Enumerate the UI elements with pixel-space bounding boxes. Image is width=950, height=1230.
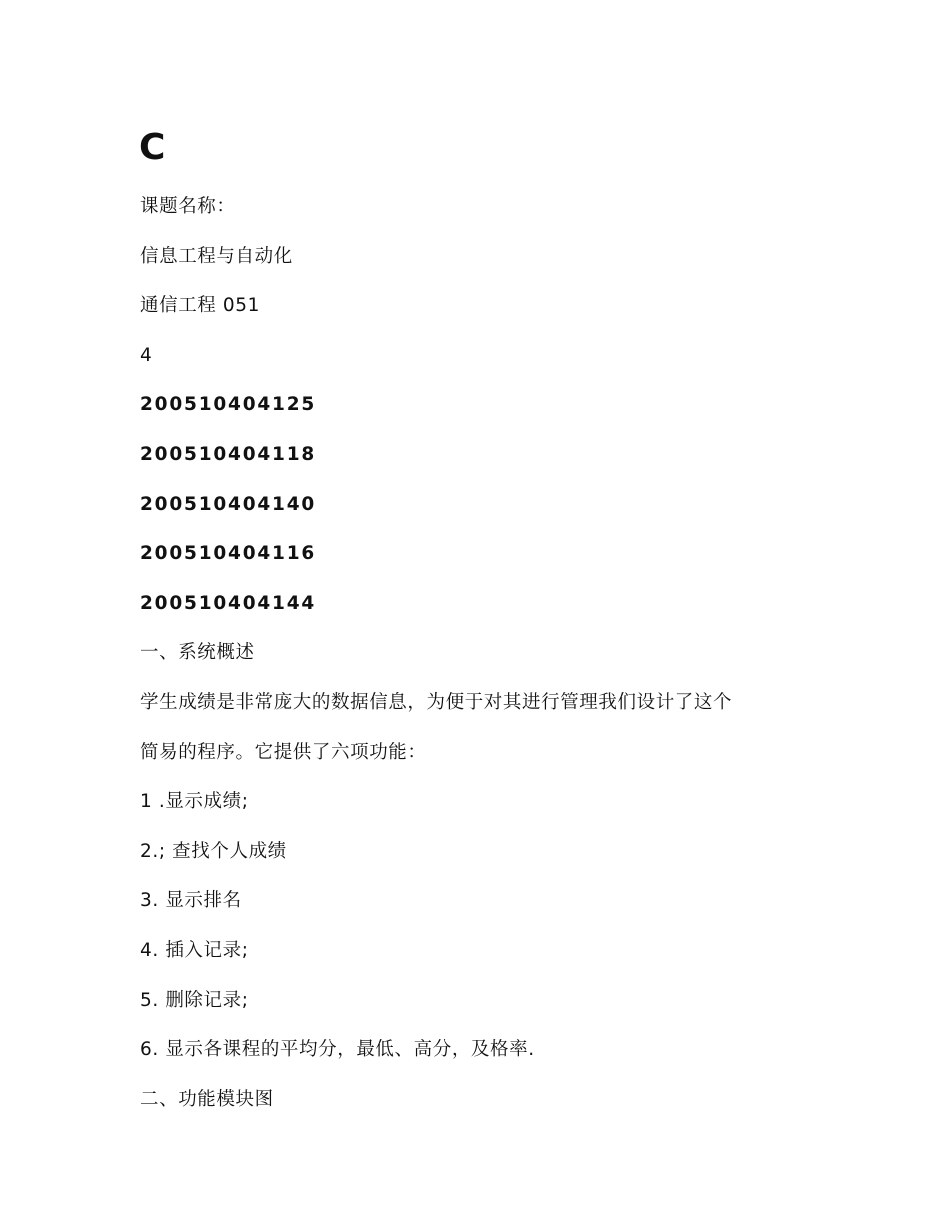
class-name: 通信工程 051 [140,295,260,317]
feature-item: 2.; 查找个人成绩 [140,840,287,862]
feature-item: 4. 插入记录; [140,939,249,961]
paragraph-line: 简易的程序。它提供了六项功能： [140,741,427,763]
student-id: 200510404116 [140,543,317,565]
field-label-topic: 课题名称： [140,196,236,217]
feature-item: 3. 显示排名 [140,890,242,912]
document-title: C [139,127,166,168]
feature-item: 1 .显示成绩; [140,791,249,813]
student-id: 200510404118 [140,443,317,465]
document-body [140,192,820,1134]
section-heading-modules: 二、功能模块图 [140,1088,274,1110]
college-name: 信息工程与自动化 [140,245,293,267]
student-id: 200510404125 [140,394,317,416]
group-number: 4 [140,344,153,366]
section-heading-overview: 一、系统概述 [140,642,255,664]
feature-item: 6. 显示各课程的平均分，最低、高分，及格率. [140,1039,535,1061]
student-id: 200510404140 [140,493,317,515]
student-id: 200510404144 [140,592,317,614]
feature-item: 5. 删除记录; [140,989,249,1011]
paragraph-line: 学生成绩是非常庞大的数据信息，为便于对其进行管理我们设计了这个 [140,691,733,713]
